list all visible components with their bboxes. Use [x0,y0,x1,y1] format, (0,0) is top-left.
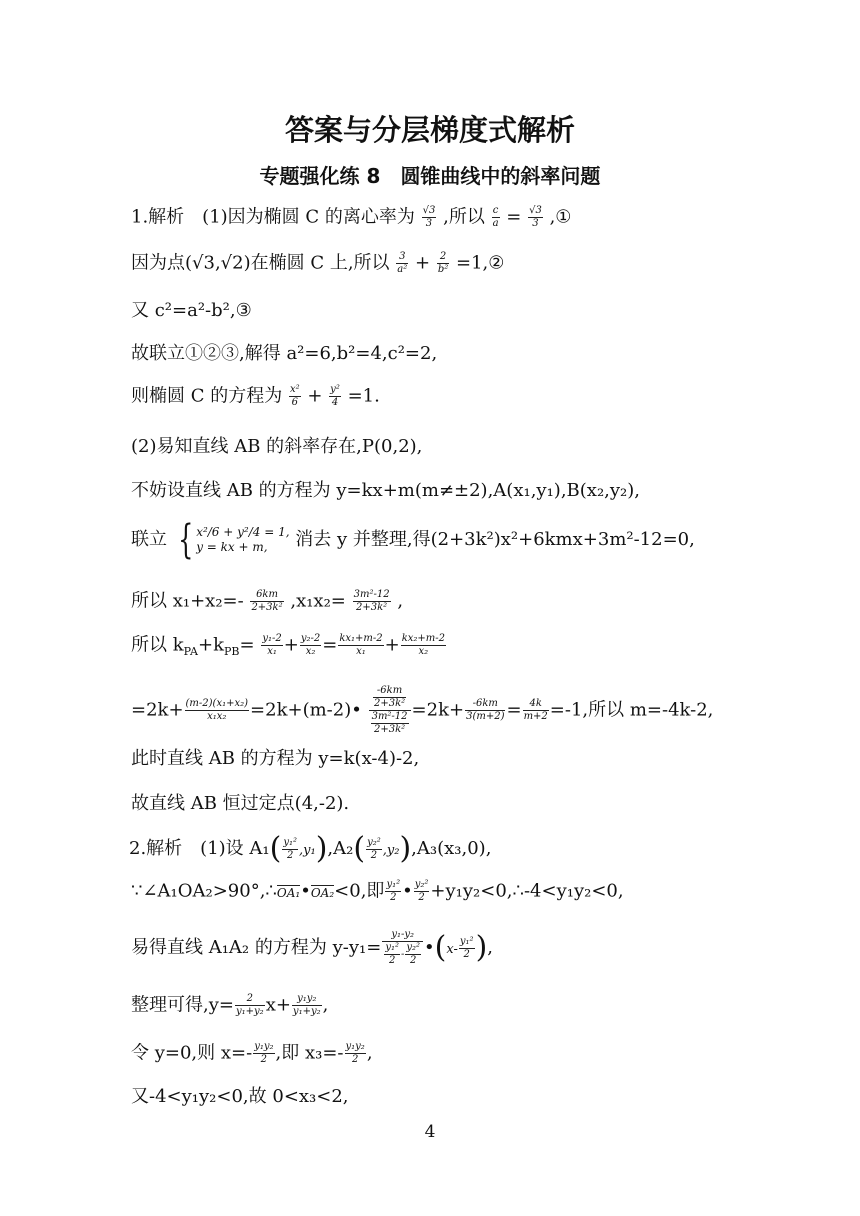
fraction: $\frac{√3}{3}$ [529,205,542,229]
fraction: $\frac{\text{y₂²}}{2}$ [367,836,381,861]
text: 则椭圆 C 的方程为 [131,385,283,407]
text: 所以 k [131,634,184,656]
fraction: $\frac{\text{(m-2)(x₁+x₂)}}{\text{x₁x₂}}$ [185,698,249,722]
fraction: $\frac{\text{y²}}{4}$ [330,384,340,408]
solution-line-15 [131,880,624,903]
brace-icon: { [177,517,194,563]
text: = [506,206,522,228]
fraction: $\frac{3}{\text{a²}}$ [397,251,408,275]
solution-line-4: 故联立①②③,解得 a²=6,b²=4,c²=2, [131,343,438,364]
vector-oa1: OA₁ [276,885,301,900]
subtitle-number: 专题强化练 8 [259,164,381,188]
solution-line-13: 故直线 AB 恒过定点(4,-2). [131,793,350,814]
text: 1.解析 (1)因为椭圆 C 的离心率为 [131,206,415,228]
fraction: $\frac{\text{y₁y₂}}{2}$ [254,1041,274,1065]
solution-line-17 [131,994,328,1017]
text: =2k+(m-2)• [250,699,362,721]
text: x- [446,942,458,957]
subtitle-topic: 圆锥曲线中的斜率问题 [400,164,601,188]
text: ,① [549,206,572,228]
text: + [415,252,431,274]
text: ∵∠A₁OA₂>90°,∴ [131,880,277,902]
text: = [506,699,522,721]
text: ,x₁x₂= [290,590,346,612]
solution-line-6: (2)易知直线 AB 的斜率存在,P(0,2), [131,436,423,457]
text: , [322,994,329,1016]
slope-fraction: y₁-y₂ $\frac{\text{y₁²}}{2}$ - $\frac{\text{y₂²}}{2}$ [382,930,423,966]
fraction: $\frac{4k}{m+2}$ [523,698,548,722]
text: ,A₃(x₃,0), [411,838,492,859]
subscript: PB [223,645,240,659]
text: ,y₁ [299,843,316,858]
text: =1. [347,385,380,407]
solution-line-16: 易得直线 A₁A₂ 的方程为 y-y₁= y₁-y₂ $\frac{\text{y₁²}}{2}$ - $\frac{\text{y₂²}}{2}$ •(x- $\frac{\text{y₁²}}{2}$ ), [131,929,494,966]
system-row-2: y = kx + m, [196,540,268,554]
text: 令 y=0,则 x=- [131,1042,253,1064]
page-title: 答案与分层梯度式解析 [284,113,575,147]
vector-oa2: OA₂ [310,885,335,900]
page-number: 4 [424,1122,436,1142]
subscript: PA [183,645,198,659]
fraction: $\frac{\text{3m²-12}}{\text{2+3k²}}$ [353,589,390,613]
text: =2k+ [411,699,465,721]
solution-line-9 [131,590,403,613]
text: <0,即 [334,880,385,902]
text: 易得直线 A₁A₂ 的方程为 y-y₁= [131,937,382,958]
fraction: $\frac{\text{kx₂+m-2}}{\text{x₂}}$ [401,633,446,657]
text: x+ [265,994,291,1016]
fraction: $\frac{\text{y₁y₂}}{2}$ [345,1041,365,1065]
text: =2k+ [131,699,184,721]
fraction: $\frac{\text{y₁-2}}{\text{x₁}}$ [262,633,282,657]
text: 所以 x₁+x₂=- [131,590,244,612]
solution-line-2 [131,252,504,275]
solution-line-11 [131,686,713,735]
text: =-1,所以 m=-4k-2, [549,699,714,721]
text: =1,② [455,252,505,274]
fraction: $\frac{\text{y₁²}}{2}$ [386,879,401,903]
text: +y₁y₂<0,∴-4<y₁y₂<0, [430,880,624,902]
fraction: $\frac{\text{y₁y₂}}{\text{y₁+y₂}}$ [292,993,321,1017]
solution-line-3: 又 c²=a²-b²,③ [131,300,252,321]
solution-line-12: 此时直线 AB 的方程为 y=k(x-4)-2, [131,748,420,769]
fraction: $\frac{\text{y₂-2}}{\text{x₂}}$ [300,633,321,657]
text: , [397,590,404,612]
text: , [487,937,494,958]
equation-system [173,517,290,563]
text: + [307,385,323,407]
text: +k [197,634,224,656]
text: ,A₂ [327,838,354,859]
fraction: $\frac{2}{\text{b²}}$ [437,251,449,275]
fraction: $\frac{6km}{\text{2+3k²}}$ [251,589,283,613]
section-subtitle [0,160,860,189]
fraction: $\frac{\text{y₂²}}{2}$ [414,879,429,903]
text: 2.解析 (1)设 A₁ [129,838,270,859]
text: , [366,1042,373,1064]
fraction: $\frac{\text{kx₁+m-2}}{\text{x₁}}$ [339,633,383,657]
text: • [300,880,311,902]
fraction: $\frac{-6km}{3(m+2)}$ [466,698,505,722]
fraction: $\frac{2}{\text{y₁+y₂}}$ [235,993,264,1017]
text: ,即 x₃=- [275,1042,344,1064]
text: • [424,937,435,958]
solution-line-10: 所以 $k_{PA}+k_{PB}=$ $\frac{\text{y₁-2}}{\text{x₁}}$ + $\frac{\text{y₂-2}}{\text{x₂}}$ = $\frac{\text{kx₁+m-2}}{\text{x₁}}$ + $\frac{\text{kx₂+m-2}}{\text{x₂}}$ [131,633,446,659]
text: 整理可得,y= [131,994,234,1016]
solution-line-1 [131,206,571,229]
fraction: $\frac{c}{a}$ [492,205,499,229]
solution-line-8 [131,517,695,563]
text: • [402,880,413,902]
text: = [239,634,255,656]
system-row-1: x²/6 + y²/4 = 1, [196,525,290,539]
text: 因为点(√3,√2)在椭圆 C 上,所以 [131,252,390,274]
text: 联立 [131,529,167,550]
nested-fraction: $\frac{\frac{-6km}{\text{2+3k²}}}{\frac{\text{3m²-12}}{\text{2+3k²}}}$ [369,686,411,735]
text: ,y₂ [382,843,400,858]
solution-line-19: 又-4<y₁y₂<0,故 0<x₃<2, [131,1086,349,1107]
solution-line-18 [131,1042,373,1065]
solution-line-7: 不妨设直线 AB 的方程为 y=kx+m(m≠±2),A(x₁,y₁),B(x₂,y₂), [131,480,641,501]
text: ,所以 [443,206,485,228]
solution-line-14: 2.解析 (1)设 A₁( $\frac{\text{y₁²}}{2}$ ,y₁),A₂( $\frac{\text{y₂²}}{2}$ ,y₂),A₃(x₃,0), [129,831,492,866]
fraction: $\frac{\text{y₁²}}{2}$ [459,935,474,960]
solution-line-5 [131,385,380,408]
text: 消去 y 并整理,得(2+3k²)x²+6kmx+3m²-12=0, [295,529,695,550]
fraction: $\frac{√3}{3}$ [422,205,436,229]
fraction: $\frac{\text{y₁²}}{2}$ [283,836,297,861]
fraction: $\frac{\text{x²}}{6}$ [289,384,300,408]
